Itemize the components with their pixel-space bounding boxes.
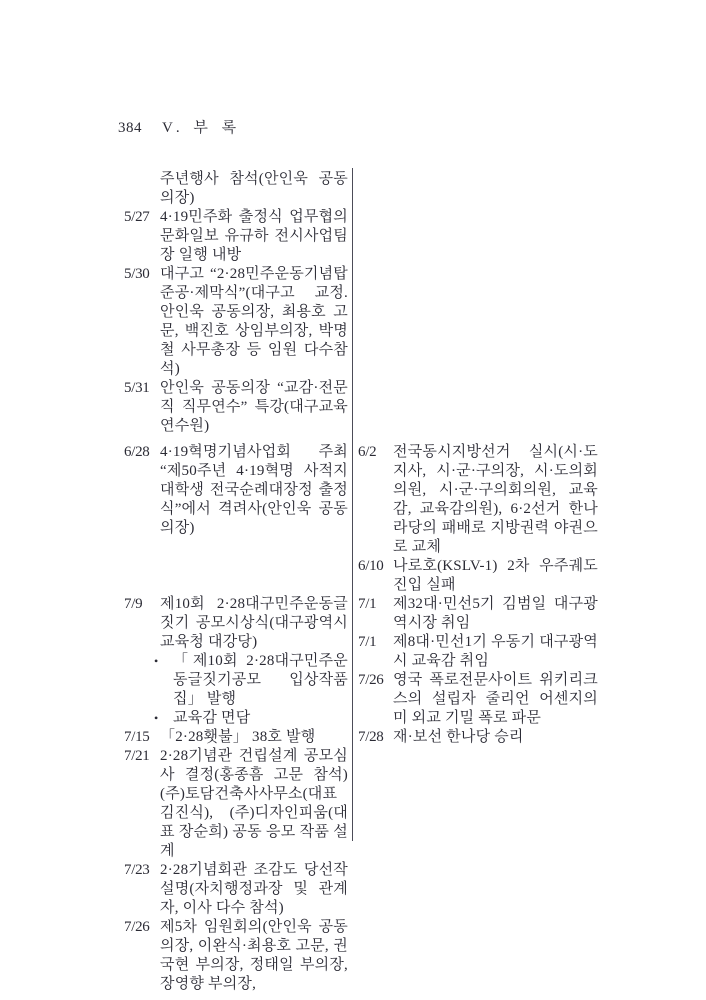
section-title: V. 부 록 xyxy=(162,120,242,136)
timeline-entry xyxy=(124,595,348,652)
entry-text: 제32대·민선5기 김범일 대구광역시장 취임 xyxy=(393,596,598,631)
timeline-bullet-item xyxy=(124,652,348,709)
entry-text: 제8대·민선1기 우동기 대구광역시 교육감 취임 xyxy=(393,634,598,669)
entry-text: 제5차 임원회의(안인욱 공동의장, 이완식·최용호 고문, 권국현 부의장, 정태일 부의장, 장영향 부의장, xyxy=(160,919,348,992)
entry-date: 7/1 xyxy=(358,596,377,612)
entry-date: 5/27 xyxy=(124,209,150,225)
timeline-entry xyxy=(358,557,598,595)
entry-date: 6/2 xyxy=(358,444,377,460)
entry-date: 7/9 xyxy=(124,596,143,612)
page-header xyxy=(118,116,241,137)
entry-text: 2·28기념회관 조감도 당선작 설명(자치행정과장 및 관계자, 이사 다수 참석) xyxy=(160,862,348,916)
entry-text: 안인욱 공동의장 “교감·전문직 직무연수” 특강(대구교육연수원) xyxy=(160,380,348,434)
entry-date: 5/31 xyxy=(124,380,150,396)
timeline-bullet-item xyxy=(124,709,348,728)
left-column-july xyxy=(124,595,348,994)
timeline-entry xyxy=(124,379,348,436)
timeline-entry xyxy=(358,595,598,633)
entry-text: 4·19혁명기념사업회 주최 “제50주년 4·19혁명 사적지 대학생 전국순례대장정 출정식”에서 격려사(안인욱 공동의장) xyxy=(160,444,348,536)
right-column-july xyxy=(358,595,598,994)
entry-date: 7/15 xyxy=(124,729,150,745)
entry-date: 7/28 xyxy=(358,729,384,745)
left-column-may xyxy=(124,170,348,436)
entry-date: 7/21 xyxy=(124,748,150,764)
entry-date: 6/10 xyxy=(358,558,384,574)
bullet-icon: • xyxy=(154,711,159,725)
timeline-entry xyxy=(124,208,348,265)
entry-date: 7/1 xyxy=(358,634,377,650)
entry-date: 7/26 xyxy=(124,919,150,935)
right-column-empty xyxy=(358,170,598,436)
timeline-entry xyxy=(358,671,598,728)
entry-text: 전국동시지방선거 실시(시·도지사, 시·군·구의장, 시·도의회의원, 시·군·구의회의원, 교육감, 교육감의원), 6·2선거 한나라당의 패배로 지방권력 야권으로 교체 xyxy=(393,444,598,555)
entry-text: 영국 폭로전문사이트 위키리크스의 설립자 줄리언 어센지의 미 외교 기밀 폭로 파문 xyxy=(393,672,598,726)
entry-date: 7/23 xyxy=(124,862,150,878)
entry-date: 5/30 xyxy=(124,266,150,282)
timeline-entry xyxy=(124,918,348,994)
timeline-entry xyxy=(358,443,598,557)
right-column-june xyxy=(358,443,598,595)
timeline-entry xyxy=(124,443,348,538)
timeline-entry xyxy=(124,170,348,208)
entry-text: 대구고 “2·28민주운동기념탑 준공·제막식”(대구고 교정. 안인욱 공동의장, 최용호 고문, 백진호 상임부의장, 박명철 사무총장 등 임원 다수참석) xyxy=(160,266,348,377)
entry-text: 나로호(KSLV-1) 2차 우주궤도 진입 실패 xyxy=(393,558,598,593)
timeline-entry xyxy=(124,265,348,379)
entry-text: 「2·28횃불」 38호 발행 xyxy=(160,729,316,745)
timeline-entry xyxy=(358,728,598,747)
timeline-entry xyxy=(124,861,348,918)
page-number: 384 xyxy=(118,120,142,136)
entry-text: 「제10회 2·28대구민주운동글짓기공모 입상작품집」 발행 xyxy=(173,653,348,707)
entry-text: 주년행사 참석(안인욱 공동의장) xyxy=(160,171,348,206)
entry-text: 재·보선 한나당 승리 xyxy=(393,729,524,745)
entry-text: 제10회 2·28대구민주운동글짓기 공모시상식(대구광역시교육청 대강당) xyxy=(160,596,348,650)
entry-text: 4·19민주화 출정식 업무협의 문화일보 유규하 전시사업팀장 일행 내방 xyxy=(160,209,348,263)
entry-text: 교육감 면담 xyxy=(173,710,251,726)
timeline-entry xyxy=(124,728,348,747)
entry-date: 7/26 xyxy=(358,672,384,688)
timeline-entry xyxy=(358,633,598,671)
timeline-columns xyxy=(124,170,598,994)
bullet-icon: • xyxy=(154,654,159,668)
left-column-june xyxy=(124,443,348,595)
entry-date: 6/28 xyxy=(124,444,150,460)
timeline-entry xyxy=(124,747,348,861)
entry-text: 2·28기념관 건립설계 공모심사 결정(홍종흠 고문 참석) (주)토담건축사사무소(대표 김진식), (주)디자인피움(대표 장순희) 공동 응모 작품 설계 xyxy=(160,748,348,859)
